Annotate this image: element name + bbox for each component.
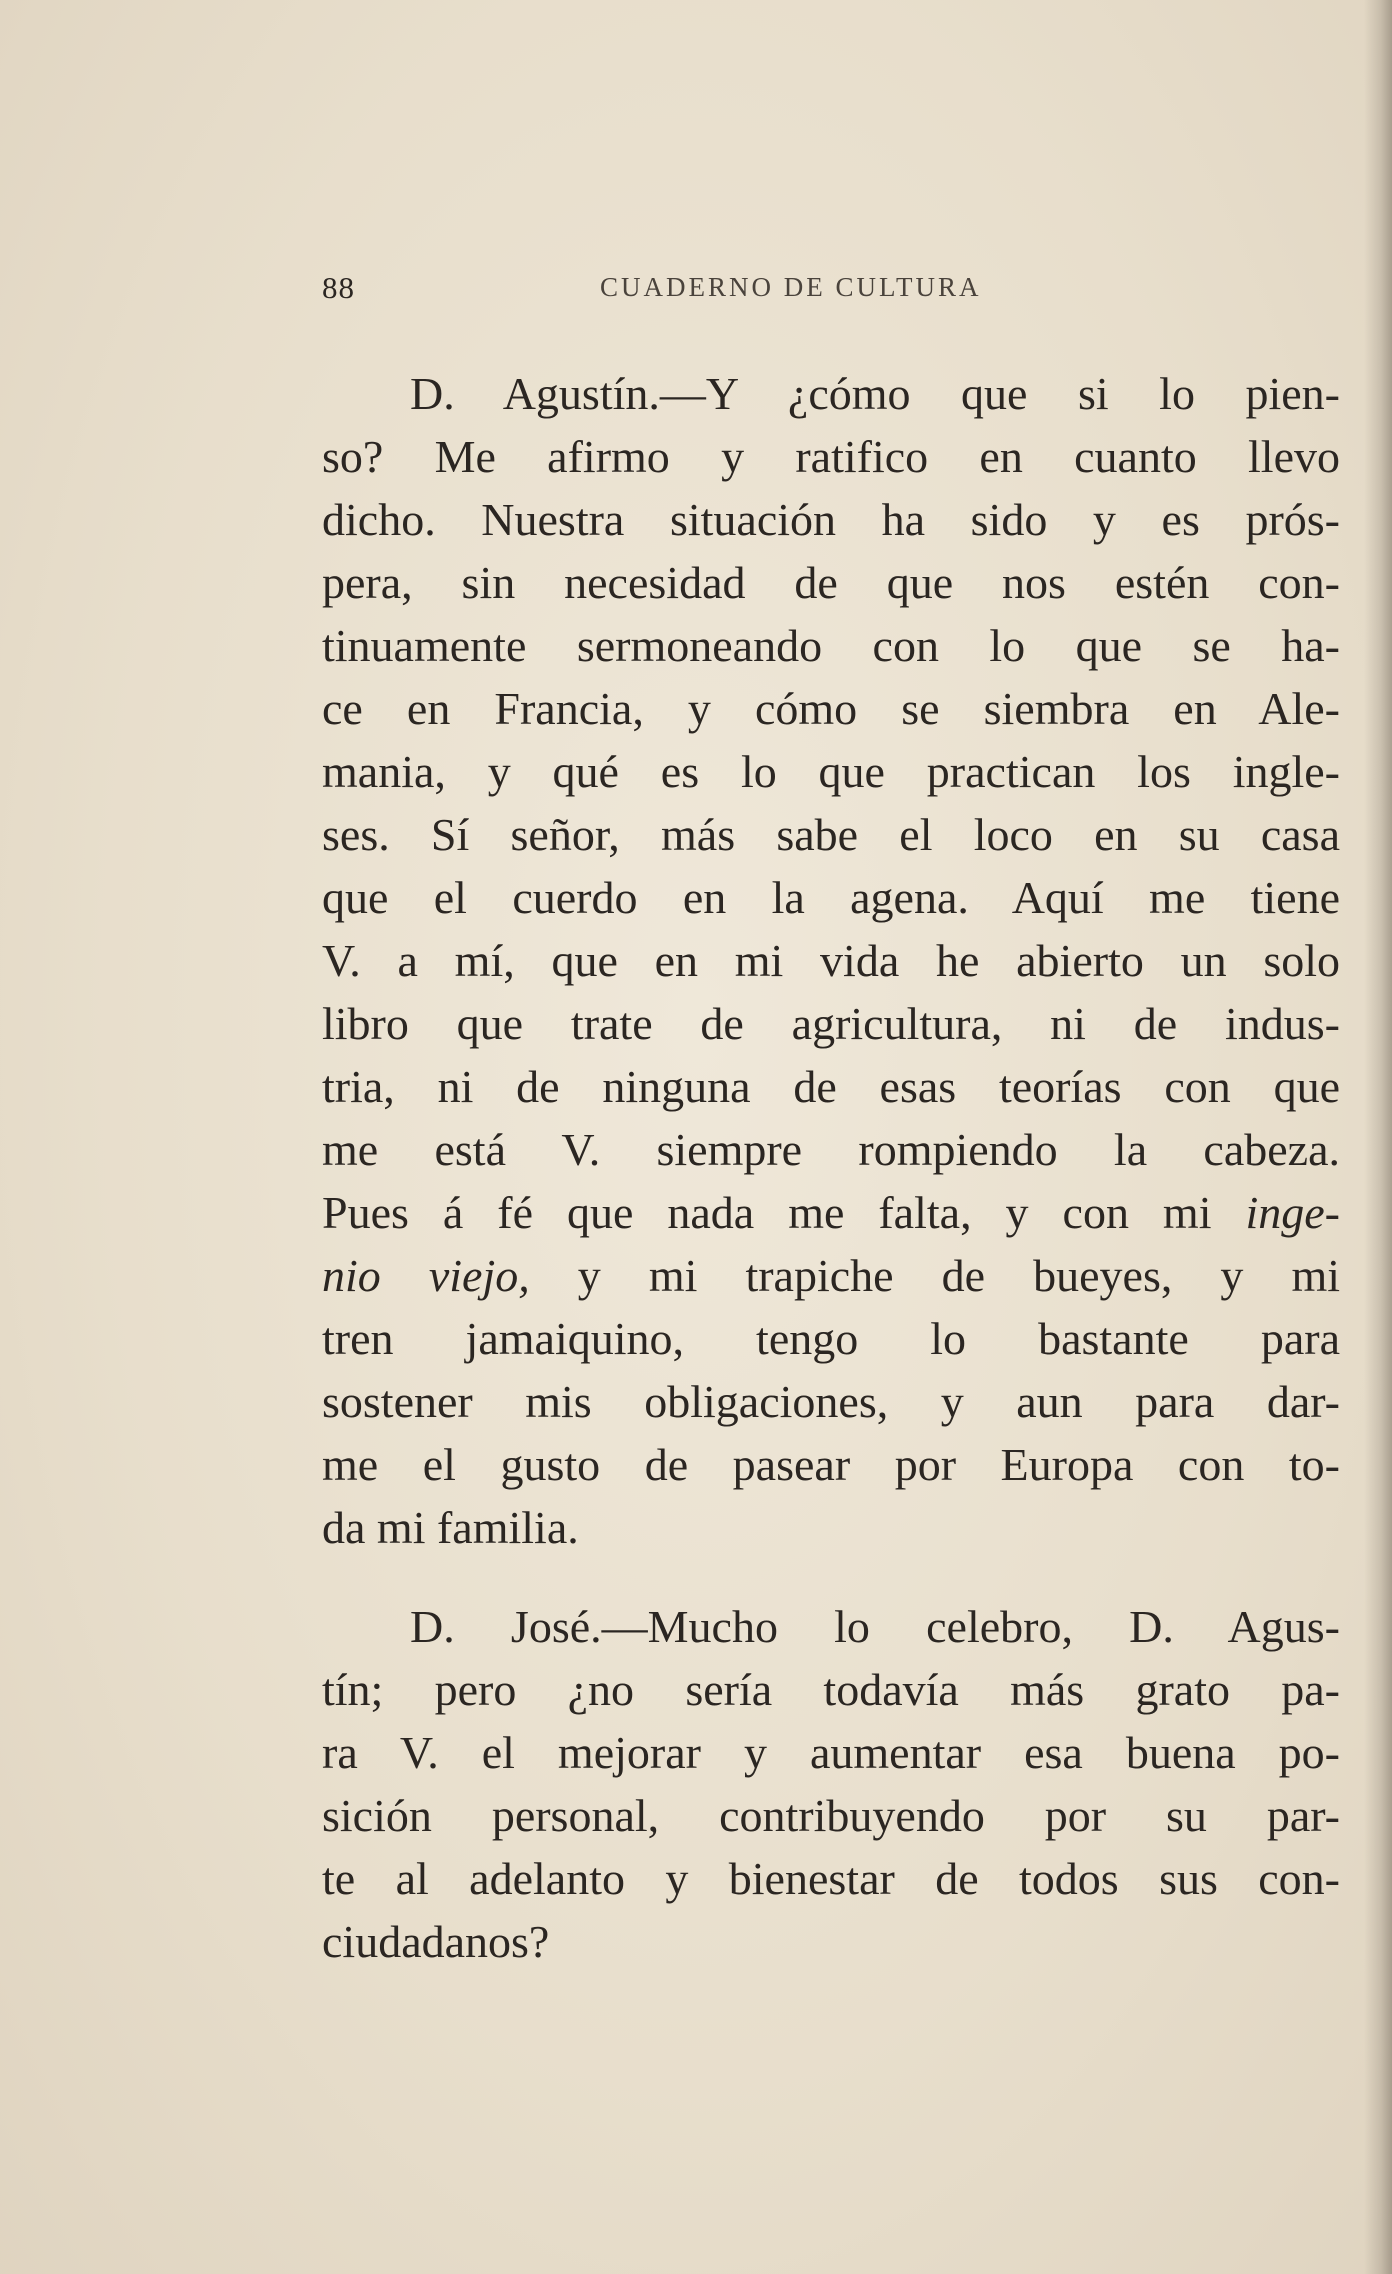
text-line: mania, y qué es lo que practican los ingle- [322,746,1340,797]
text-line: so? Me afirmo y ratifico en cuanto llevo [322,431,1340,482]
page-number: 88 [322,270,355,305]
text-fragment: Pues á fé que nada me falta, y con mi [322,1187,1212,1238]
text-line: te al adelanto y bienestar de todos sus con- [322,1853,1340,1904]
page-header [322,270,1340,318]
text-line: ses. Sí señor, más sabe el loco en su casa [322,809,1340,860]
text-line: que el cuerdo en la agena. Aquí me tiene [322,872,1340,923]
italic-text: nio viejo, [322,1250,530,1301]
paragraph-gap [322,1559,1340,1595]
text-line: sostener mis obligaciones, y aun para dar- [322,1376,1340,1427]
text-line: me el gusto de pasear por Europa con to- [322,1439,1340,1490]
text-line: ce en Francia, y cómo se siembra en Ale- [322,683,1340,734]
text-line: sición personal, contribuyendo por su par- [322,1790,1340,1841]
text-line: D. José.—Mucho lo celebro, D. Agus- [410,1601,1340,1652]
text-line [322,1244,1340,1307]
text-line: ra V. el mejorar y aumentar esa buena po- [322,1727,1340,1778]
running-head: CUADERNO DE CULTURA [600,272,982,302]
page-edge-shadow [1364,0,1392,2274]
italic-text [1245,1187,1340,1238]
text-line: tria, ni de ninguna de esas teorías con que [322,1061,1340,1112]
text-line: tín; pero ¿no sería todavía más grato pa- [322,1664,1340,1715]
text-line: tren jamaiquino, tengo lo bastante para [322,1313,1340,1364]
text-fragment: y mi trapiche de bueyes, y mi [577,1250,1340,1301]
body-text [322,362,1340,1973]
text-line: dicho. Nuestra situación ha sido y es prós- [322,494,1340,545]
text-line: libro que trate de agricultura, ni de indus- [322,998,1340,1049]
text-line: da mi familia. [322,1502,579,1553]
italic-fragment: in [1245,1187,1282,1238]
text-line [322,1181,1340,1244]
text-line: pera, sin necesidad de que nos estén con- [322,557,1340,608]
text-line: D. Agustín.—Y ¿cómo que si lo pien- [410,368,1340,419]
text-line: ciudadanos? [322,1916,550,1967]
italic-fragment: ge- [1281,1187,1340,1238]
text-line: V. a mí, que en mi vida he abierto un solo [322,935,1340,986]
text-line: tinuamente sermoneando con lo que se ha- [322,620,1340,671]
text-line: me está V. siempre rompiendo la cabeza. [322,1124,1340,1175]
